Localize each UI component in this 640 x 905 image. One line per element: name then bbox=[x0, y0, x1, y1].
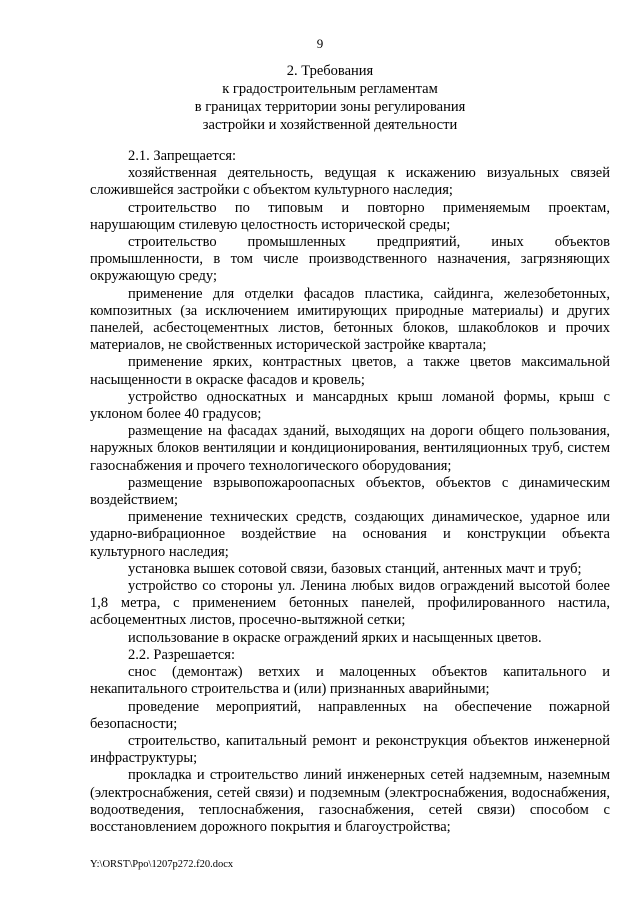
section-heading bbox=[60, 62, 600, 134]
page-number: 9 bbox=[316, 36, 324, 51]
list-item: строительство по типовым и повторно применяемым проектам, нарушающим стилевую целостность исторической среды; bbox=[90, 199, 610, 233]
list-item: размещение взрывопожароопасных объектов, объектов с динамическим воздействием; bbox=[90, 474, 610, 509]
heading-line: 2. Требования bbox=[286, 63, 374, 79]
list-item: прокладка и строительство линий инженерных сетей надземным, наземным (электроснабжения, сетей связи) и подземным (электроснабжения, водоснабжения, водоотведения, теплоснабжения, газоснабжения, сетей связи) способом с восстановлением дорожного покрытия и благоустройства; bbox=[90, 767, 610, 835]
list-item: устройство со стороны ул. Ленина любых видов ограждений высотой более 1,8 метра, с применением бетонных панелей, профилированного настила, асбоцементных листов, просечно-вытяжной сетки; bbox=[90, 578, 610, 629]
list-item: размещение на фасадах зданий, выходящих на дороги общего пользования, наружных блоков вентиляции и кондиционирования, вентиляционных труб, систем газоснабжения и прочего технологического оборудования; bbox=[90, 423, 610, 474]
list-item: устройство односкатных и мансардных крыш ломаной формы, крыш с уклоном более 40 градусов; bbox=[90, 388, 610, 423]
document-body bbox=[90, 148, 610, 836]
subsection-title-permitted: 2.2. Разрешается: bbox=[128, 646, 235, 663]
list-item: использование в окраске ограждений ярких и насыщенных цветов. bbox=[128, 629, 542, 646]
list-item: установка вышек сотовой связи, базовых станций, антенных мачт и труб; bbox=[128, 560, 582, 577]
heading-line: застройки и хозяйственной деятельности bbox=[202, 117, 458, 133]
list-item: применение технических средств, создающих динамическое, ударное или ударно-вибрационное воздействие на основания и конструкции объекта культурного наследия; bbox=[90, 509, 610, 560]
list-item: строительство промышленных предприятий, иных объектов промышленности, в том числе производственного назначения, загрязняющих окружающую среду; bbox=[90, 234, 610, 285]
list-item: строительство, капитальный ремонт и реконструкция объектов инженерной инфраструктуры; bbox=[90, 732, 610, 767]
list-item: хозяйственная деятельность, ведущая к искажению визуальных связей сложившейся застройки с объектом культурного наследия; bbox=[90, 165, 610, 199]
list-item: применение ярких, контрастных цветов, а также цветов максимальной насыщенности в окраске фасадов и кровель; bbox=[90, 354, 610, 388]
footer-file-path: Y:\ORST\Ppo\1207p272.f20.docx bbox=[90, 859, 234, 870]
heading-line: к градостроительным регламентам bbox=[222, 81, 438, 97]
list-item: снос (демонтаж) ветхих и малоценных объектов капитального и некапитального строительства и (или) признанных аварийными; bbox=[90, 664, 610, 698]
list-item: проведение мероприятий, направленных на обеспечение пожарной безопасности; bbox=[90, 698, 610, 732]
list-item: применение для отделки фасадов пластика, сайдинга, железобетонных, композитных (за исключением имитирующих природные материалы) и других панелей, асбестоцементных листов, бетонных блоков, шлакоблоков и прочих материалов, не свойственных исторической застройке квартала; bbox=[90, 285, 610, 354]
heading-line: в границах территории зоны регулирования bbox=[194, 99, 466, 115]
subsection-title-prohibited: 2.1. Запрещается: bbox=[128, 148, 237, 164]
